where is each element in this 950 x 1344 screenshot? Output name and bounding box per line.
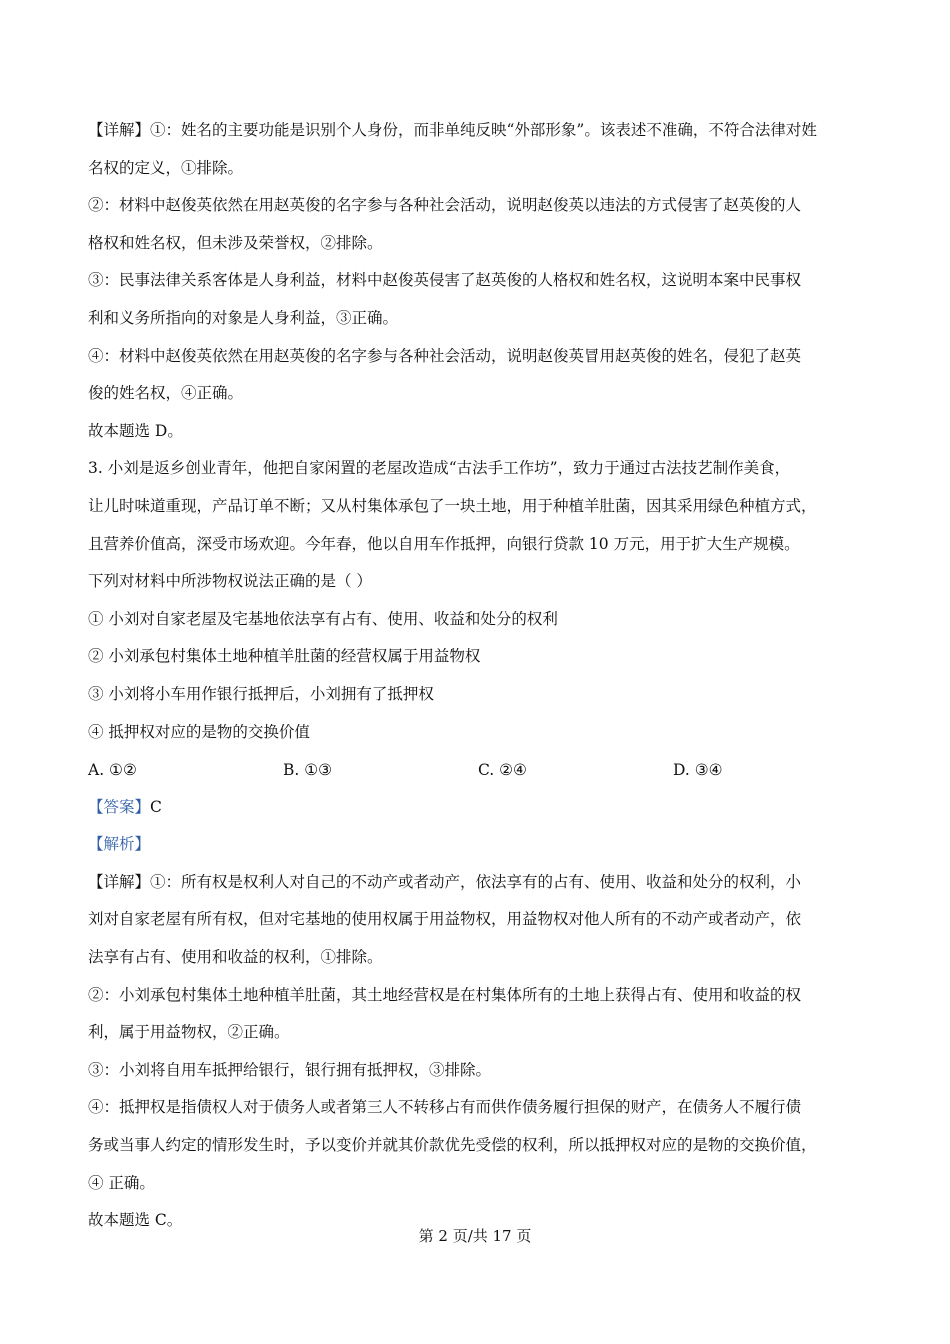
question-stem-line: 让儿时味道重现，产品订单不断；又从村集体承包了一块土地，用于种植羊肚菌，因其采用绿色种植方式，	[88, 496, 817, 515]
answer-line	[88, 789, 888, 827]
detail-line: ④ 正确。	[88, 1173, 155, 1192]
analysis-line	[88, 826, 888, 864]
option-b: B. ①③	[283, 760, 333, 779]
page-number: 第 2 页/共 17 页	[418, 1227, 532, 1245]
detail-line: 务或当事人约定的情形发生时，予以变价并就其价款优先受偿的权利，所以抵押权对应的是物的交换价值，	[88, 1136, 817, 1155]
conclusion-line: 故本题选 C。	[88, 1211, 183, 1230]
text-line: 名权的定义，①排除。	[88, 158, 244, 177]
text-line: 格权和姓名权，但未涉及荣誉权，②排除。	[88, 233, 383, 252]
option-a: A. ①②	[88, 760, 137, 779]
option-c: C. ②④	[478, 760, 527, 779]
text-line: 【详解】①：姓名的主要功能是识别个人身份，而非单纯反映“外部形象”。该表述不准确，不符合法律对姓	[88, 121, 817, 139]
answer-tag: 【答案】	[88, 797, 151, 816]
conclusion-line: 故本题选 D。	[88, 421, 183, 440]
detail-line: ④：抵押权是指债权人对于债务人或者第三人不转移占有而供作债务履行担保的财产，在债务人不履行债	[88, 1098, 802, 1117]
answer-options	[88, 751, 888, 789]
statement-3: ③ 小刘将小车用作银行抵押后，小刘拥有了抵押权	[88, 684, 434, 703]
statement-4: ④ 抵押权对应的是物的交换价值	[88, 722, 310, 741]
statement-2: ② 小刘承包村集体土地种植羊肚菌的经营权属于用益物权	[88, 647, 481, 666]
page-content	[88, 112, 888, 1240]
option-d: D. ③④	[673, 760, 723, 779]
detail-line: 【详解】①：所有权是权利人对自己的不动产或者动产，依法享有的占有、使用、收益和处分的权利，小	[88, 872, 802, 891]
previous-question-explanation	[88, 112, 888, 450]
statement-1: ① 小刘对自家老屋及宅基地依法享有占有、使用、收益和处分的权利	[88, 609, 558, 628]
question-stem-line: 下列对材料中所涉物权说法正确的是（ ）	[88, 572, 372, 591]
detail-line: ③：小刘将自用车抵押给银行，银行拥有抵押权，③排除。	[88, 1060, 492, 1079]
text-line: 利和义务所指向的对象是人身利益，③正确。	[88, 308, 399, 327]
analysis-tag: 【解析】	[88, 835, 151, 854]
detail-line: 法享有占有、使用和收益的权利，①排除。	[88, 948, 383, 967]
text-line: ②：材料中赵俊英依然在用赵英俊的名字参与各种社会活动，说明赵俊英以违法的方式侵害了赵英俊的人	[88, 196, 802, 215]
detail-line: 刘对自家老屋有所有权，但对宅基地的使用权属于用益物权，用益物权对他人所有的不动产或者动产，依	[88, 910, 802, 929]
question-3	[88, 450, 888, 1239]
text-line: 俊的姓名权，④正确。	[88, 384, 244, 403]
detail-line: ②：小刘承包村集体土地种植羊肚菌，其土地经营权是在村集体所有的土地上获得占有、使用和收益的权	[88, 985, 802, 1004]
text-line: ③：民事法律关系客体是人身利益，材料中赵俊英侵害了赵英俊的人格权和姓名权，这说明本案中民事权	[88, 271, 802, 290]
question-stem-line: 且营养价值高，深受市场欢迎。今年春，他以自用车作抵押，向银行贷款 10 万元，用于扩大生产规模。	[88, 534, 800, 553]
question-stem-line: 3. 小刘是返乡创业青年，他把自家闲置的老屋改造成“古法手工作坊”，致力于通过古法技艺制作美食，	[88, 459, 791, 478]
text-line: ④：材料中赵俊英依然在用赵英俊的名字参与各种社会活动，说明赵俊英冒用赵英俊的姓名，侵犯了赵英	[88, 346, 802, 365]
detail-line: 利，属于用益物权，②正确。	[88, 1023, 290, 1042]
answer-value: C	[150, 797, 162, 816]
